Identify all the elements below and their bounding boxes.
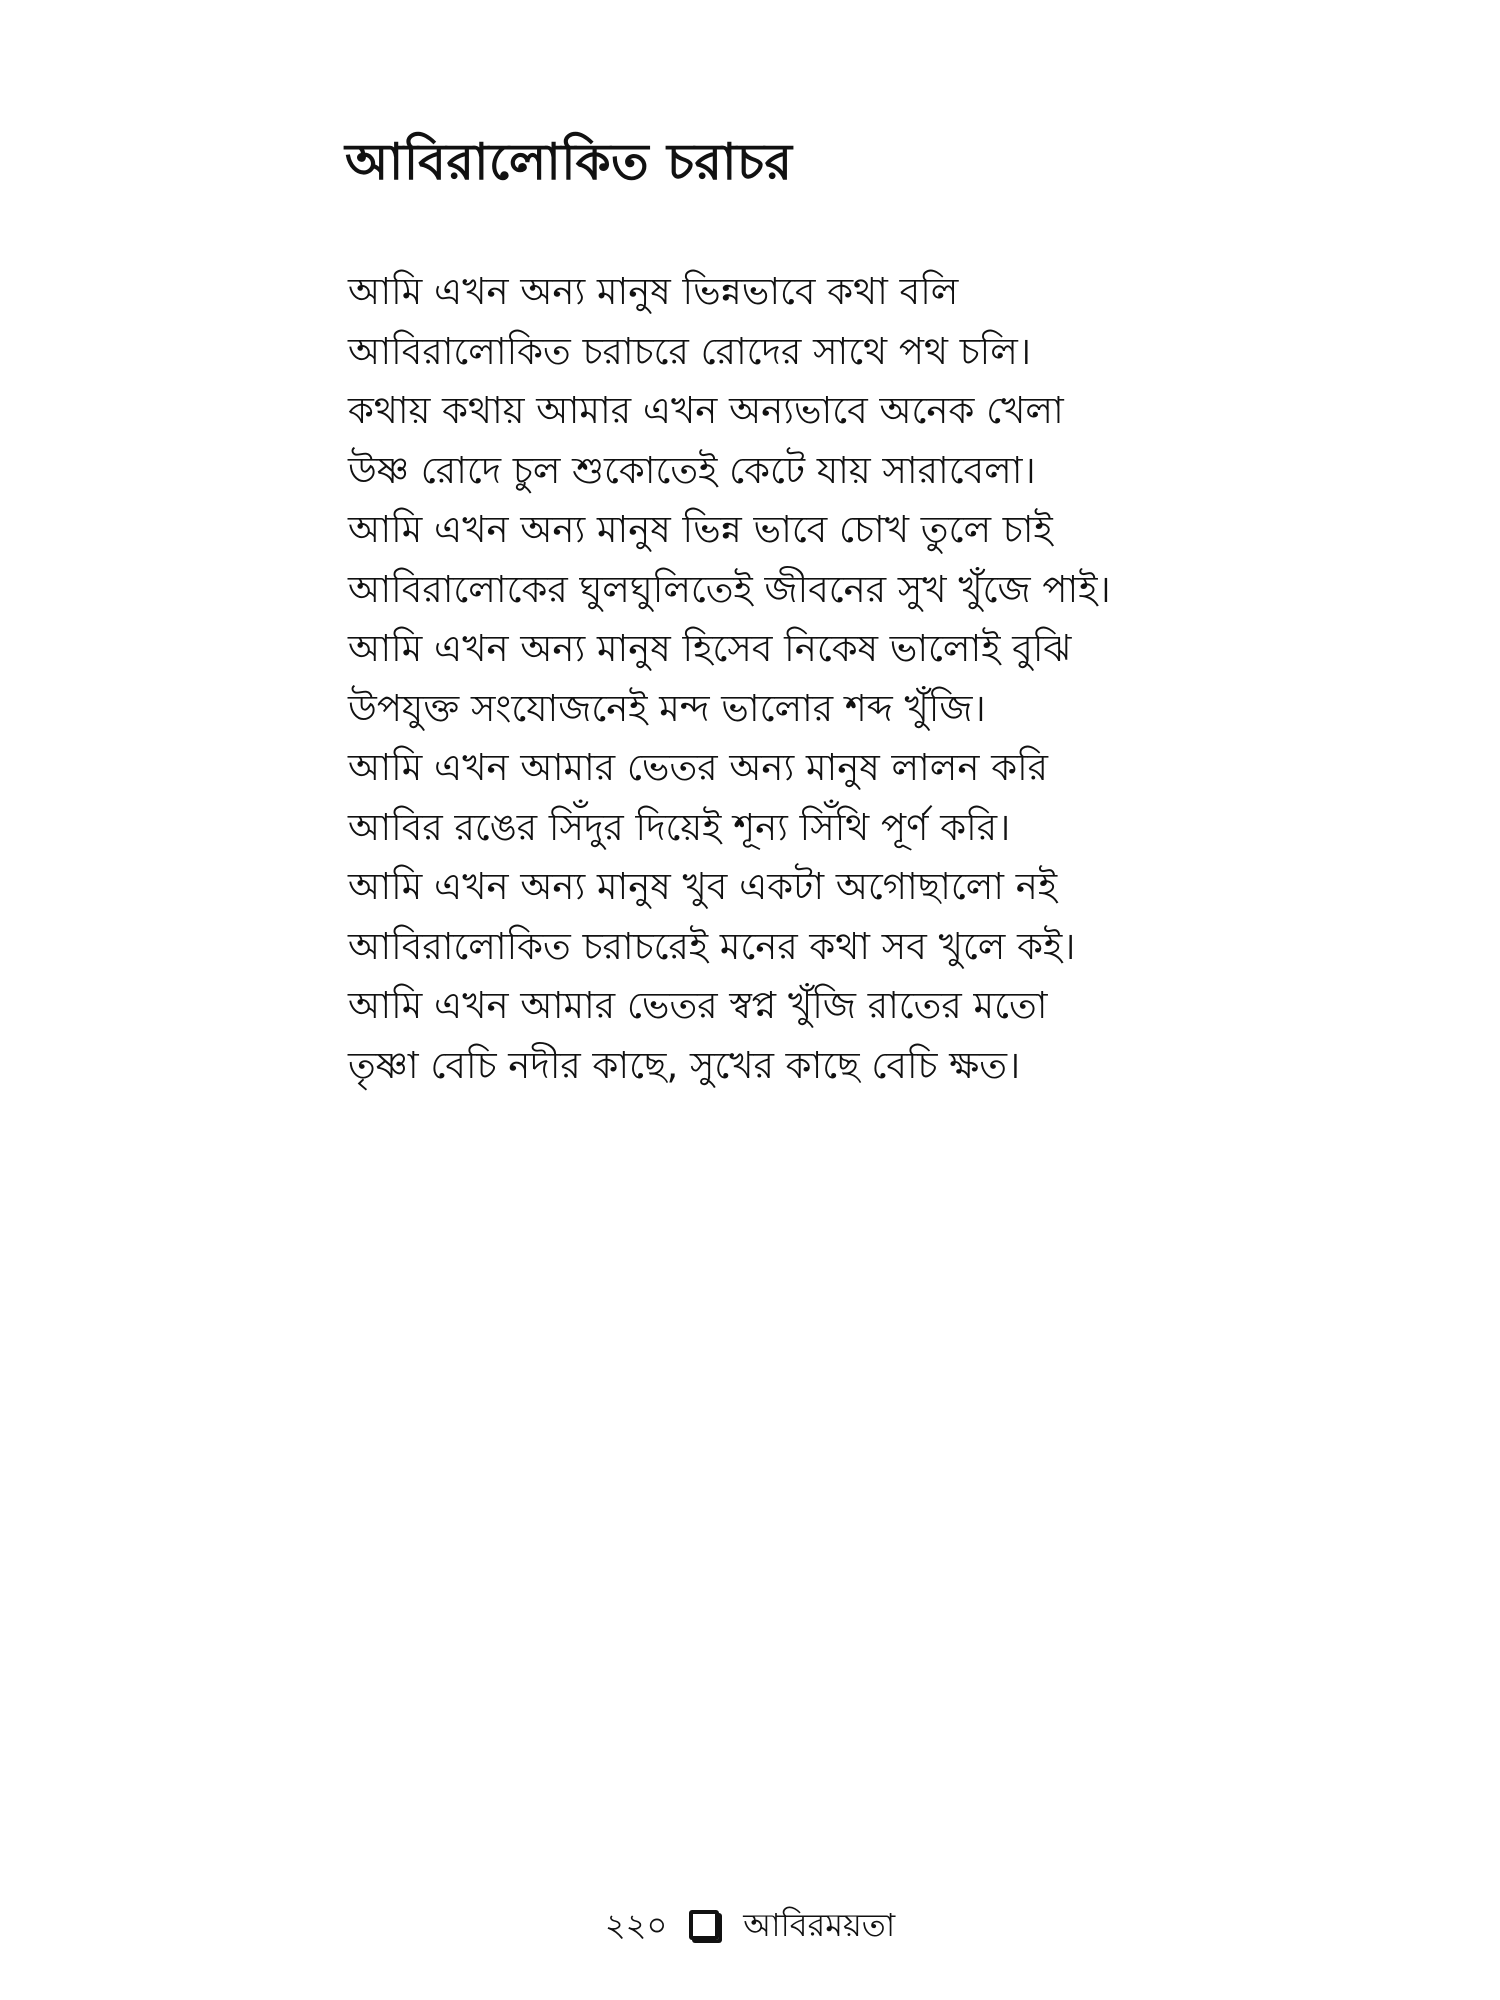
poem-line: আমি এখন আমার ভেতর অন্য মানুষ লালন করি <box>348 746 1049 789</box>
poem-line: আমি এখন অন্য মানুষ ভিন্নভাবে কথা বলি <box>348 270 959 313</box>
poem-line: আবিরালোকের ঘুলঘুলিতেই জীবনের সুখ খুঁজে পাই। <box>348 567 1111 611</box>
poem-line: তৃষ্ণা বেচি নদীর কাছে, সুখের কাছে বেচি ক্ষত। <box>348 1043 1021 1087</box>
poem-line: আমি এখন অন্য মানুষ ভিন্ন ভাবে চোখ তুলে চাই <box>348 508 1053 551</box>
poem-title: আবিরালোকিত চরাচর <box>345 133 793 191</box>
poem-line: আমি এখন অন্য মানুষ হিসেব নিকেষ ভালোই বুঝি <box>348 627 1072 670</box>
poem-line: আবির রঙের সিঁদুর দিয়েই শূন্য সিঁথি পূর্ণ করি। <box>348 805 1011 849</box>
poem-line: আবিরালোকিত চরাচরেই মনের কথা সব খুলে কই। <box>348 924 1076 968</box>
poem-line: আমি এখন আমার ভেতর স্বপ্ন খুঁজি রাতের মতো <box>348 984 1048 1027</box>
book-title: আবিরময়তা <box>743 1906 896 1944</box>
square-box-icon <box>689 1910 719 1940</box>
poem-line: উষ্ণ রোদে চুল শুকোতেই কেটে যায় সারাবেলা। <box>348 448 1036 492</box>
page-number: ২২০ <box>604 1906 668 1944</box>
poem-body <box>348 262 1111 1095</box>
poem-line: আবিরালোকিত চরাচরে রোদের সাথে পথ চলি। <box>348 329 1032 373</box>
page-footer <box>0 1905 1500 1945</box>
poem-line: আমি এখন অন্য মানুষ খুব একটা অগোছালো নই <box>348 865 1058 908</box>
poem-line: উপযুক্ত সংযোজনেই মন্দ ভালোর শব্দ খুঁজি। <box>348 686 986 730</box>
poem-line: কথায় কথায় আমার এখন অন্যভাবে অনেক খেলা <box>348 389 1064 432</box>
